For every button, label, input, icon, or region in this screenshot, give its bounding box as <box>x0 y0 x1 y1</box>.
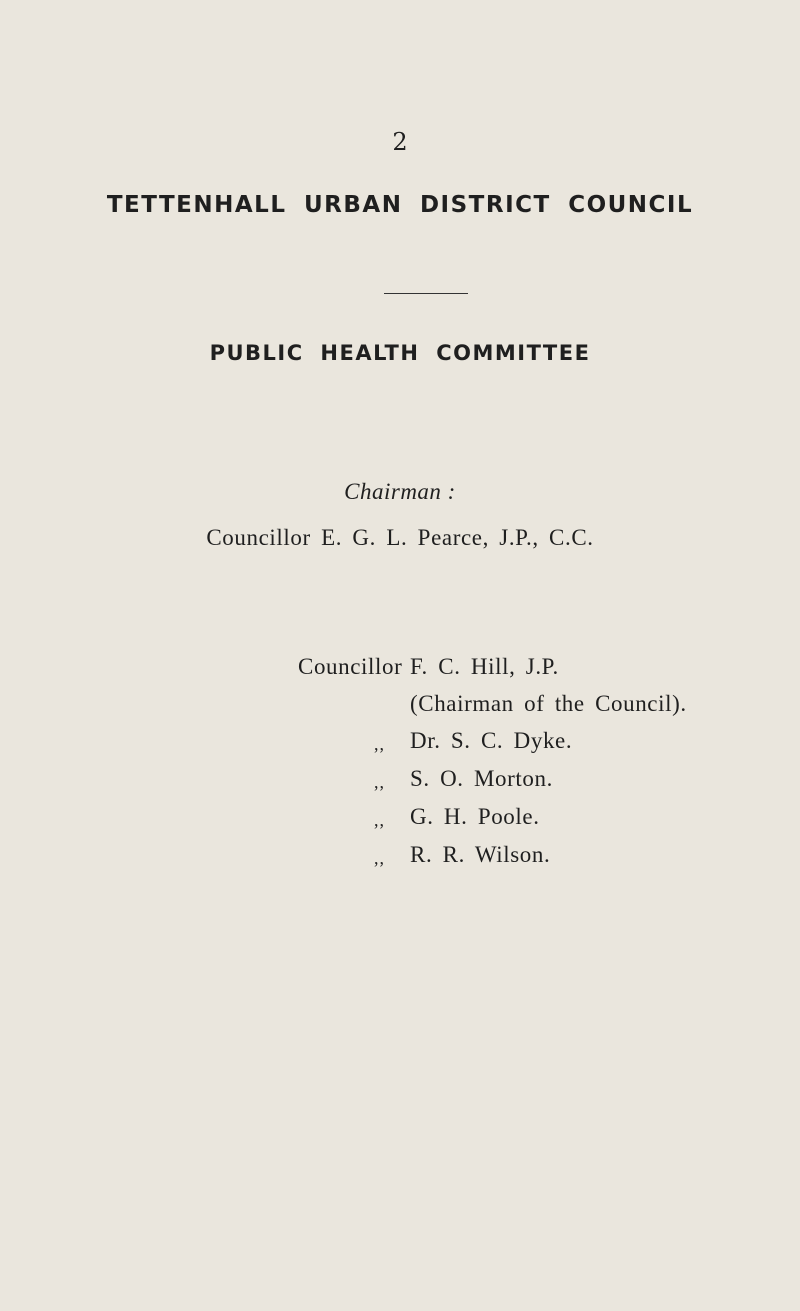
member-name: Dr. S. C. Dyke. <box>410 728 573 753</box>
council-title: TETTENHALL URBAN DISTRICT COUNCIL <box>106 192 694 218</box>
member-name: G. H. Poole. <box>410 804 540 829</box>
member-name: R. R. Wilson. <box>410 842 551 867</box>
page-number: 2 <box>392 128 408 156</box>
chairman-label: Chairman : <box>344 479 456 504</box>
committee-title: PUBLIC HEALTH COMMITTEE <box>209 341 591 365</box>
divider-rule <box>384 293 468 294</box>
member-name: S. O. Morton. <box>410 766 553 791</box>
ditto-mark: ,, <box>374 734 385 754</box>
ditto-mark: ,, <box>374 772 385 792</box>
member-note: (Chairman of the Council). <box>410 691 687 716</box>
ditto-mark: ,, <box>374 848 385 868</box>
chairman-name: Councillor E. G. L. Pearce, J.P., C.C. <box>206 525 594 550</box>
member-name: F. C. Hill, J.P. <box>410 654 559 679</box>
councillor-prefix: Councillor <box>298 654 403 679</box>
ditto-mark: ,, <box>374 810 385 830</box>
